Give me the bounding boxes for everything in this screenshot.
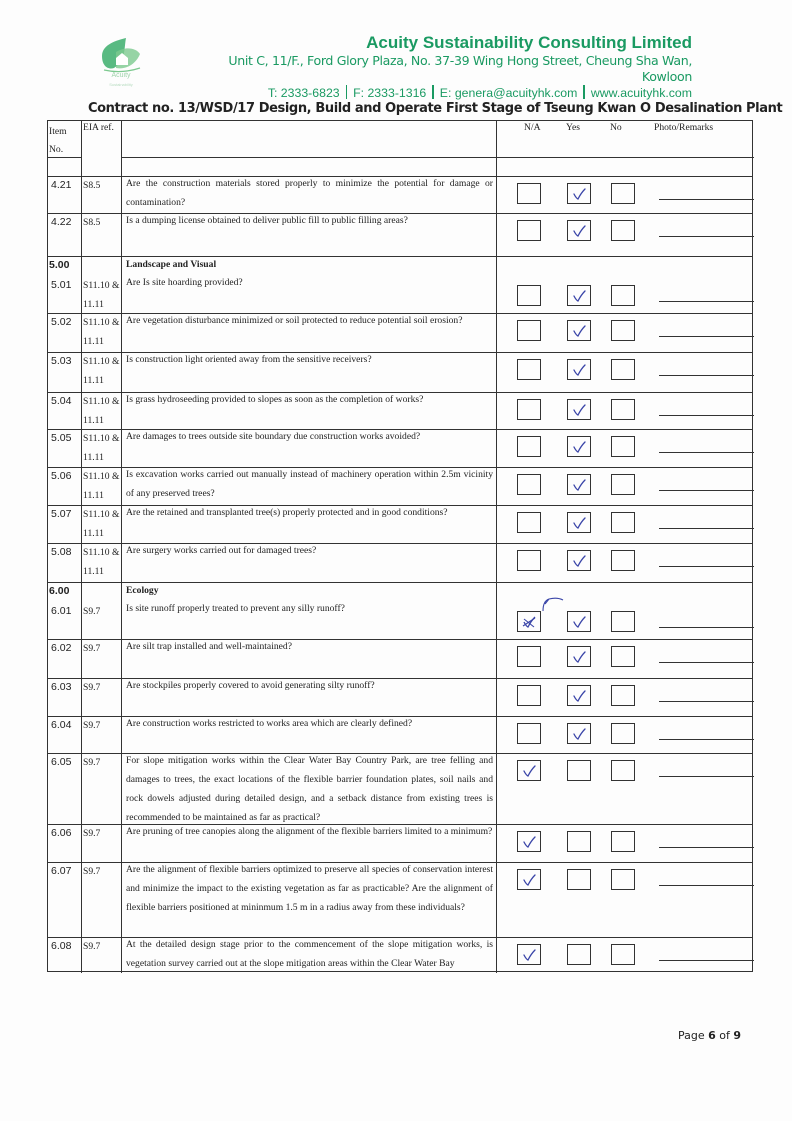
checkbox-no[interactable] bbox=[611, 220, 635, 241]
section-title: Ecology bbox=[126, 585, 159, 596]
tick-mark-icon bbox=[571, 402, 587, 417]
eia-ref: S9.7 bbox=[83, 941, 101, 952]
checkbox-no[interactable] bbox=[611, 760, 635, 781]
checkbox-yes[interactable] bbox=[567, 320, 591, 341]
checkbox-na[interactable] bbox=[517, 685, 541, 706]
question-text: At the detailed design stage prior to the commencement of the slope mitigation works, is vegetation survey carried out at the slope mitigation areas within the Clear Water Bay bbox=[126, 939, 493, 969]
eia-ref: S11.10 & 11.11 bbox=[83, 396, 120, 426]
remarks-line[interactable] bbox=[659, 701, 754, 702]
checkbox-yes[interactable] bbox=[567, 550, 591, 571]
eia-ref: S11.10 & 11.11 bbox=[83, 356, 120, 386]
tick-mark-icon bbox=[521, 614, 537, 629]
remarks-line[interactable] bbox=[659, 885, 754, 886]
checkbox-no[interactable] bbox=[611, 359, 635, 380]
item-number: 6.01 bbox=[51, 605, 72, 617]
checkbox-no[interactable] bbox=[611, 723, 635, 744]
item-number: 6.03 bbox=[51, 681, 72, 693]
question-text: Are the alignment of flexible barriers optimized to preserve all species of conservation interest and minimize the impact to the existing vegetation as far as practicable? Are the alignment of flexible barriers positioned at mininmum 1.5 m in a radius away from these individuals? bbox=[126, 864, 493, 913]
checkbox-yes[interactable] bbox=[567, 220, 591, 241]
header-remarks: Photo/Remarks bbox=[654, 122, 714, 133]
tick-mark-icon bbox=[571, 439, 587, 454]
col-divider bbox=[496, 121, 497, 973]
checkbox-na[interactable] bbox=[517, 550, 541, 571]
tick-mark-icon bbox=[521, 834, 537, 849]
checkbox-yes[interactable] bbox=[567, 474, 591, 495]
checkbox-na[interactable] bbox=[517, 183, 541, 204]
checkbox-yes[interactable] bbox=[567, 183, 591, 204]
checkbox-na[interactable] bbox=[517, 220, 541, 241]
tick-mark-icon bbox=[571, 726, 587, 741]
eia-ref: S9.7 bbox=[83, 643, 101, 654]
remarks-line[interactable] bbox=[659, 739, 754, 740]
page-total: 9 bbox=[733, 1029, 742, 1042]
page-number bbox=[678, 1029, 741, 1042]
divider bbox=[432, 85, 434, 99]
logo-text: Acuity bbox=[111, 72, 131, 79]
remarks-line[interactable] bbox=[659, 336, 754, 337]
checkbox-na[interactable] bbox=[517, 474, 541, 495]
item-number: 5.06 bbox=[51, 470, 72, 482]
remarks-line[interactable] bbox=[659, 301, 754, 302]
checkbox-no[interactable] bbox=[611, 436, 635, 457]
item-number: 5.01 bbox=[51, 279, 72, 291]
checkbox-no[interactable] bbox=[611, 646, 635, 667]
item-number: 6.04 bbox=[51, 719, 72, 731]
checkbox-yes[interactable] bbox=[567, 436, 591, 457]
header-no: No bbox=[610, 122, 622, 133]
checkbox-na[interactable] bbox=[517, 436, 541, 457]
company-contact bbox=[200, 85, 692, 101]
page-current: 6 bbox=[708, 1029, 716, 1042]
tick-mark-icon bbox=[521, 763, 537, 778]
checkbox-yes[interactable] bbox=[567, 512, 591, 533]
tick-mark-icon bbox=[571, 323, 587, 338]
eia-ref: S8.5 bbox=[83, 217, 101, 228]
checkbox-no[interactable] bbox=[611, 550, 635, 571]
eia-ref: S11.10 & 11.11 bbox=[83, 547, 120, 577]
question-text: Is a dumping license obtained to deliver public fill to public filling areas? bbox=[126, 215, 408, 226]
checkbox-yes[interactable] bbox=[567, 359, 591, 380]
checkbox-yes[interactable] bbox=[567, 611, 591, 632]
item-number: 5.07 bbox=[51, 508, 72, 520]
row-divider bbox=[48, 157, 81, 158]
remarks-line[interactable] bbox=[659, 566, 754, 567]
header-yes: Yes bbox=[566, 122, 580, 133]
checkbox-no[interactable] bbox=[611, 944, 635, 965]
checkbox-na[interactable] bbox=[517, 944, 541, 965]
item-number: 5.05 bbox=[51, 432, 72, 444]
phone: T: 2333-6823 bbox=[267, 86, 340, 100]
remarks-line[interactable] bbox=[659, 452, 754, 453]
section-title: Landscape and Visual bbox=[126, 259, 217, 270]
remarks-line[interactable] bbox=[659, 776, 754, 777]
checkbox-no[interactable] bbox=[611, 320, 635, 341]
question-text: Are vegetation disturbance minimized or soil protected to reduce potential soil erosion? bbox=[126, 315, 463, 326]
checkbox-na[interactable] bbox=[517, 760, 541, 781]
eia-ref: S11.10 & 11.11 bbox=[83, 471, 120, 501]
question-text: Are the construction materials stored properly to minimize the potential for damage or contamination? bbox=[126, 178, 493, 208]
question-text: Are the retained and transplanted tree(s) properly protected and in good conditions? bbox=[126, 507, 448, 518]
question-text: Are surgery works carried out for damaged trees? bbox=[126, 545, 317, 556]
checkbox-yes[interactable] bbox=[567, 869, 591, 890]
eia-ref: S9.7 bbox=[83, 757, 101, 768]
question-text: Is site runoff properly treated to prevent any silly runoff? bbox=[126, 603, 345, 614]
remarks-line[interactable] bbox=[659, 847, 754, 848]
remarks-line[interactable] bbox=[659, 528, 754, 529]
item-number: 5.04 bbox=[51, 395, 72, 407]
checkbox-na[interactable] bbox=[517, 723, 541, 744]
tick-mark-icon bbox=[571, 688, 587, 703]
question-text: Is construction light oriented away from the sensitive receivers? bbox=[126, 354, 372, 365]
tick-mark-icon bbox=[521, 947, 537, 962]
eia-ref: S11.10 & 11.11 bbox=[83, 317, 120, 347]
checkbox-na[interactable] bbox=[517, 831, 541, 852]
page-of: of bbox=[715, 1029, 734, 1042]
checkbox-na[interactable] bbox=[517, 646, 541, 667]
checkbox-na[interactable] bbox=[517, 399, 541, 420]
checkbox-yes[interactable] bbox=[567, 831, 591, 852]
checkbox-no[interactable] bbox=[611, 474, 635, 495]
tick-mark-icon bbox=[571, 614, 587, 629]
item-number: 4.22 bbox=[51, 216, 72, 228]
header-na: N/A bbox=[524, 122, 541, 133]
eia-ref: S9.7 bbox=[83, 606, 101, 617]
question-text: Are damages to trees outside site boundary due construction works avoided? bbox=[126, 431, 421, 442]
tick-mark-icon bbox=[571, 649, 587, 664]
remarks-line[interactable] bbox=[659, 960, 754, 961]
question-text: Are pruning of tree canopies along the alignment of the flexible barriers limited to a minimum? bbox=[126, 826, 493, 837]
section-number: 5.00 bbox=[49, 259, 70, 271]
question-text: For slope mitigation works within the Clear Water Bay Country Park, are tree felling and damages to trees, the exact locations of the flexible barrier foundation plates, soil nails and rock dowels adjusted during detailed design, and a setback distance from existing trees is recommended to be maintained as far as practical? bbox=[126, 755, 493, 823]
item-number: 6.02 bbox=[51, 642, 72, 654]
tick-mark-icon bbox=[571, 186, 587, 201]
checkbox-na[interactable] bbox=[517, 611, 541, 632]
eia-ref: S9.7 bbox=[83, 828, 101, 839]
checkbox-no[interactable] bbox=[611, 685, 635, 706]
checkbox-no[interactable] bbox=[611, 831, 635, 852]
eia-ref: S9.7 bbox=[83, 720, 101, 731]
header-item-no-2: No. bbox=[49, 144, 64, 155]
question-text: Are silt trap installed and well-maintained? bbox=[126, 641, 292, 652]
checkbox-yes[interactable] bbox=[567, 285, 591, 306]
eia-ref: S9.7 bbox=[83, 682, 101, 693]
eia-ref: S11.10 & 11.11 bbox=[83, 280, 120, 310]
divider bbox=[346, 85, 348, 99]
checkbox-yes[interactable] bbox=[567, 944, 591, 965]
checkbox-yes[interactable] bbox=[567, 646, 591, 667]
item-number: 6.07 bbox=[51, 865, 72, 877]
checkbox-yes[interactable] bbox=[567, 399, 591, 420]
remarks-line[interactable] bbox=[659, 236, 754, 237]
company-header bbox=[200, 33, 692, 101]
correction-scribble-icon bbox=[539, 595, 569, 615]
checkbox-no[interactable] bbox=[611, 611, 635, 632]
question-text: Are construction works restricted to works area which are clearly defined? bbox=[126, 718, 413, 729]
tick-mark-icon bbox=[571, 362, 587, 377]
checkbox-yes[interactable] bbox=[567, 685, 591, 706]
remarks-line[interactable] bbox=[659, 662, 754, 663]
item-number: 6.06 bbox=[51, 827, 72, 839]
item-number: 5.03 bbox=[51, 355, 72, 367]
question-text: Is excavation works carried out manually instead of machinery operation within 2.5m vicinity of any preserved trees? bbox=[126, 469, 493, 499]
company-logo bbox=[96, 34, 146, 94]
row-divider bbox=[121, 157, 754, 158]
tick-mark-icon bbox=[571, 223, 587, 238]
tick-mark-icon bbox=[521, 872, 537, 887]
remarks-line[interactable] bbox=[659, 415, 754, 416]
item-number: 5.02 bbox=[51, 316, 72, 328]
section-number: 6.00 bbox=[49, 585, 70, 597]
item-number: 4.21 bbox=[51, 179, 72, 191]
question-text: Is grass hydroseeding provided to slopes as soon as the completion of works? bbox=[126, 394, 424, 405]
tick-mark-icon bbox=[571, 553, 587, 568]
email-link[interactable]: E: genera@acuityhk.com bbox=[439, 86, 578, 100]
contract-title: Contract no. 13/WSD/17 Design, Build and Operate First Stage of Tseung Kwan O Desalination Plant bbox=[88, 101, 783, 116]
company-name: Acuity Sustainability Consulting Limited bbox=[366, 33, 692, 52]
question-text: Are stockpiles properly covered to avoid generating silty runoff? bbox=[126, 680, 375, 691]
checkbox-no[interactable] bbox=[611, 869, 635, 890]
remarks-line[interactable] bbox=[659, 199, 754, 200]
fax: F: 2333-1316 bbox=[353, 86, 427, 100]
remarks-line[interactable] bbox=[659, 490, 754, 491]
eia-ref: S8.5 bbox=[83, 180, 101, 191]
checkbox-na[interactable] bbox=[517, 869, 541, 890]
company-address: Unit C, 11/F., Ford Glory Plaza, No. 37-39 Wing Hong Street, Cheung Sha Wan, Kowloon bbox=[228, 53, 692, 84]
checkbox-yes[interactable] bbox=[567, 760, 591, 781]
item-number: 5.08 bbox=[51, 546, 72, 558]
checkbox-na[interactable] bbox=[517, 285, 541, 306]
checklist-table bbox=[47, 120, 753, 972]
eia-ref: S9.7 bbox=[83, 866, 101, 877]
item-number: 6.05 bbox=[51, 756, 72, 768]
checkbox-no[interactable] bbox=[611, 285, 635, 306]
remarks-line[interactable] bbox=[659, 627, 754, 628]
website-link[interactable]: www.acuityhk.com bbox=[590, 86, 692, 100]
tick-mark-icon bbox=[571, 477, 587, 492]
tick-mark-icon bbox=[571, 288, 587, 303]
checkbox-na[interactable] bbox=[517, 359, 541, 380]
remarks-line[interactable] bbox=[659, 375, 754, 376]
page-prefix: Page bbox=[678, 1029, 709, 1042]
tick-mark-icon bbox=[571, 515, 587, 530]
question-text: Are Is site hoarding provided? bbox=[126, 277, 243, 288]
item-number: 6.08 bbox=[51, 940, 72, 952]
checkbox-no[interactable] bbox=[611, 183, 635, 204]
logo-subtext: Sustainability bbox=[109, 82, 133, 87]
checkbox-na[interactable] bbox=[517, 512, 541, 533]
eia-ref: S11.10 & 11.11 bbox=[83, 433, 120, 463]
col-divider bbox=[121, 121, 122, 973]
checkbox-yes[interactable] bbox=[567, 723, 591, 744]
eia-ref: S11.10 & 11.11 bbox=[83, 509, 120, 539]
checkbox-na[interactable] bbox=[517, 320, 541, 341]
divider bbox=[583, 85, 585, 99]
checkbox-no[interactable] bbox=[611, 512, 635, 533]
header-item-no: Item bbox=[49, 126, 67, 137]
header-eia-ref: EIA ref. bbox=[83, 122, 114, 133]
checkbox-no[interactable] bbox=[611, 399, 635, 420]
